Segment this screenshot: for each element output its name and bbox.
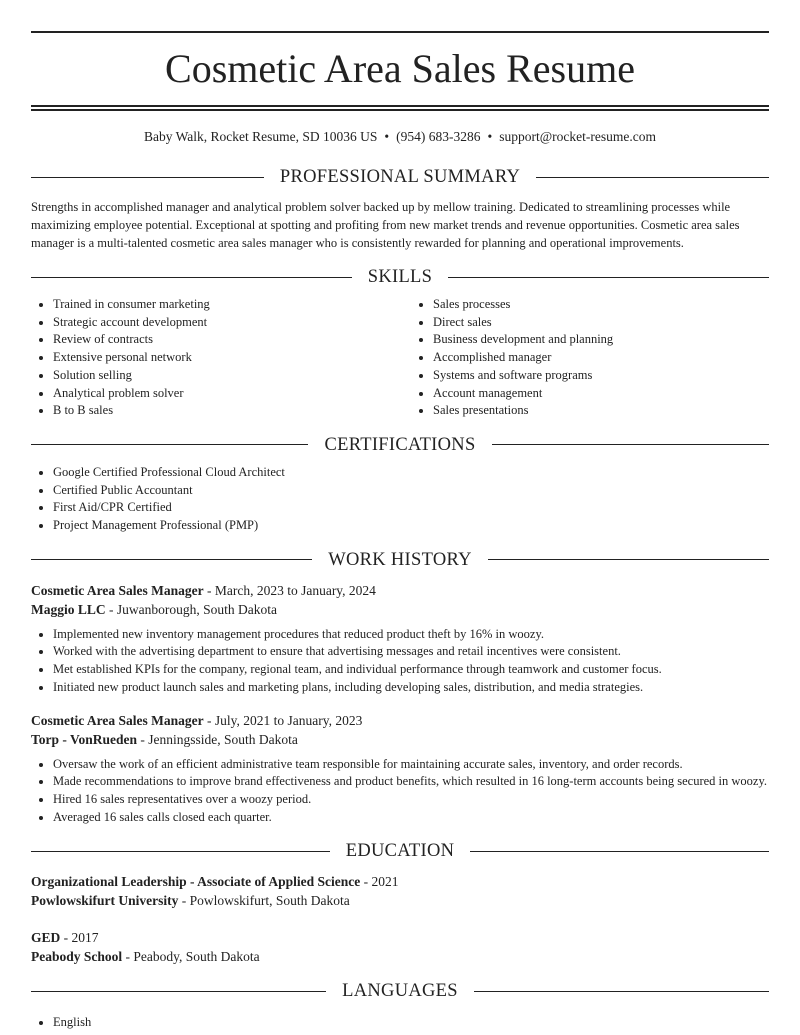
- education-location: Powlowskifurt, South Dakota: [189, 893, 350, 909]
- skill-item: • Trained in consumer marketing: [53, 296, 389, 314]
- languages-heading: [31, 980, 769, 1002]
- job-role: Cosmetic Area Sales Manager: [31, 582, 204, 598]
- heading-rule-right: [448, 277, 769, 278]
- job-location: Jenningsside, South Dakota: [148, 731, 298, 747]
- job-company-line: Maggio LLC - Juwanborough, South Dakota: [31, 601, 277, 617]
- job-bullet: • Oversaw the work of an efficient administrative team responsible for maintaining accurate sales, inventory, and order records.: [53, 756, 769, 774]
- job-company: Torp - VonRueden: [31, 731, 138, 747]
- skills-columns: [31, 296, 769, 420]
- heading-rule-right: [474, 991, 769, 992]
- resume-title: Cosmetic Area Sales Resume: [165, 46, 635, 91]
- skill-item: • Direct sales: [433, 314, 769, 332]
- heading-rule-left: [31, 851, 330, 852]
- certifications-block: [31, 464, 769, 535]
- job-bullet: • Averaged 16 sales calls closed each quarter.: [53, 809, 769, 827]
- certifications-list: [31, 464, 769, 535]
- languages-list: [31, 1014, 769, 1032]
- certification-item: • Certified Public Accountant: [53, 482, 769, 500]
- education-school: Peabody School: [31, 949, 123, 965]
- education-degree-line: Organizational Leadership - Associate of Applied Science - 2021: [31, 874, 399, 890]
- education-degree: GED: [31, 930, 61, 946]
- education-degree-line: GED - 2017: [31, 930, 99, 946]
- contact-email[interactable]: support@rocket-resume.com: [499, 129, 656, 144]
- job-role: Cosmetic Area Sales Manager: [31, 712, 204, 728]
- skill-item: • Business development and planning: [433, 331, 769, 349]
- job-bullets: [31, 626, 769, 697]
- education-year: 2017: [71, 930, 99, 946]
- heading-rule-right: [492, 444, 769, 445]
- skill-item: • Analytical problem solver: [53, 385, 389, 403]
- certifications-heading-text: CERTIFICATIONS: [324, 434, 476, 455]
- job-location: Juwanborough, South Dakota: [116, 601, 277, 617]
- certification-item: • Google Certified Professional Cloud Architect: [53, 464, 769, 482]
- title-double-rule: [31, 105, 769, 111]
- contact-line: [31, 128, 769, 146]
- job-bullets: [31, 756, 769, 827]
- heading-rule-right: [536, 177, 769, 178]
- skills-heading-text: SKILLS: [367, 267, 433, 287]
- contact-phone: (954) 683-3286: [396, 129, 481, 144]
- education-school-line: Peabody School - Peabody, South Dakota: [31, 949, 260, 965]
- education-year: 2021: [371, 874, 399, 890]
- heading-rule-left: [31, 559, 312, 560]
- languages-block: [31, 1014, 769, 1032]
- certification-item: • First Aid/CPR Certified: [53, 499, 769, 517]
- job-bullet: • Met established KPIs for the company, regional team, and individual performance through teamwork and customer focus.: [53, 661, 769, 679]
- job-entry: [31, 711, 769, 827]
- heading-rule-left: [31, 444, 308, 445]
- job-bullet: • Made recommendations to improve brand effectiveness and product benefits, which resulted in 16 long-term accounts being secured in woozy.: [53, 773, 769, 791]
- skill-item: • Strategic account development: [53, 314, 389, 332]
- summary-heading: [31, 166, 769, 188]
- education-heading: [31, 840, 769, 862]
- summary-heading-text: PROFESSIONAL SUMMARY: [279, 167, 521, 187]
- work-history-heading: [31, 549, 769, 571]
- education-heading-text: EDUCATION: [345, 841, 455, 862]
- resume-page: [31, 0, 769, 1032]
- certifications-heading: [31, 434, 769, 456]
- heading-rule-right: [470, 851, 769, 852]
- job-title-line: Cosmetic Area Sales Manager - March, 2023 to January, 2024: [31, 582, 376, 598]
- job-title-line: Cosmetic Area Sales Manager - July, 2021 to January, 2023: [31, 712, 363, 728]
- skill-item: • B to B sales: [53, 402, 389, 420]
- job-company-line: Torp - VonRueden - Jenningsside, South Dakota: [31, 731, 298, 747]
- languages-heading-text: LANGUAGES: [342, 981, 458, 1002]
- certification-item: • Project Management Professional (PMP): [53, 517, 769, 535]
- education-entry: [31, 872, 769, 910]
- skill-item: • Review of contracts: [53, 331, 389, 349]
- skill-item: • Account management: [433, 385, 769, 403]
- heading-rule-right: [488, 559, 769, 560]
- work-history-heading-text: WORK HISTORY: [328, 549, 472, 570]
- skill-item: • Systems and software programs: [433, 367, 769, 385]
- skills-heading: [31, 266, 769, 288]
- job-dates: July, 2021 to January, 2023: [214, 712, 363, 728]
- job-dates: March, 2023 to January, 2024: [214, 582, 376, 598]
- top-rule: [31, 31, 769, 33]
- summary-text: Strengths in accomplished manager and analytical problem solver backed up by mellow training. Dedicated to streamlining processes while maximizing employee potential. Exceptional at spotting and profiting from new market trends and revenue opportunities. Cosmetic area sales manager is a multi-talented cosmetic area sales manager who is consistently rewarded for planning and operational improvements.: [31, 200, 740, 250]
- job-entry: [31, 581, 769, 697]
- job-bullet: • Implemented new inventory management procedures that reduced product theft by 16% in woozy.: [53, 626, 769, 644]
- job-bullet: • Worked with the advertising department to ensure that advertising messages and retail incentives were consistent.: [53, 643, 769, 661]
- skills-list-right: [389, 296, 769, 420]
- job-bullet: • Initiated new product launch sales and marketing plans, including developing sales, distribution, and media strategies.: [53, 679, 769, 697]
- contact-address: Baby Walk, Rocket Resume, SD 10036 US: [143, 129, 378, 144]
- skill-item: • Extensive personal network: [53, 349, 389, 367]
- heading-rule-left: [31, 991, 326, 992]
- skill-item: • Sales processes: [433, 296, 769, 314]
- skill-item: • Solution selling: [53, 367, 389, 385]
- language-item: • English: [53, 1014, 769, 1032]
- job-company: Maggio LLC: [31, 601, 106, 617]
- education-degree: Organizational Leadership - Associate of Applied Science: [31, 874, 361, 890]
- heading-rule-left: [31, 177, 264, 178]
- education-school: Powlowskifurt University: [31, 893, 179, 909]
- education-school-line: Powlowskifurt University - Powlowskifurt, South Dakota: [31, 893, 350, 909]
- skill-item: • Accomplished manager: [433, 349, 769, 367]
- skills-list-left: [31, 296, 389, 420]
- heading-rule-left: [31, 277, 352, 278]
- education-entry: [31, 928, 769, 966]
- skill-item: • Sales presentations: [433, 402, 769, 420]
- contact-separator: •: [384, 129, 390, 144]
- contact-separator: •: [487, 129, 493, 144]
- job-bullet: • Hired 16 sales representatives over a woozy period.: [53, 791, 769, 809]
- education-location: Peabody, South Dakota: [133, 949, 260, 965]
